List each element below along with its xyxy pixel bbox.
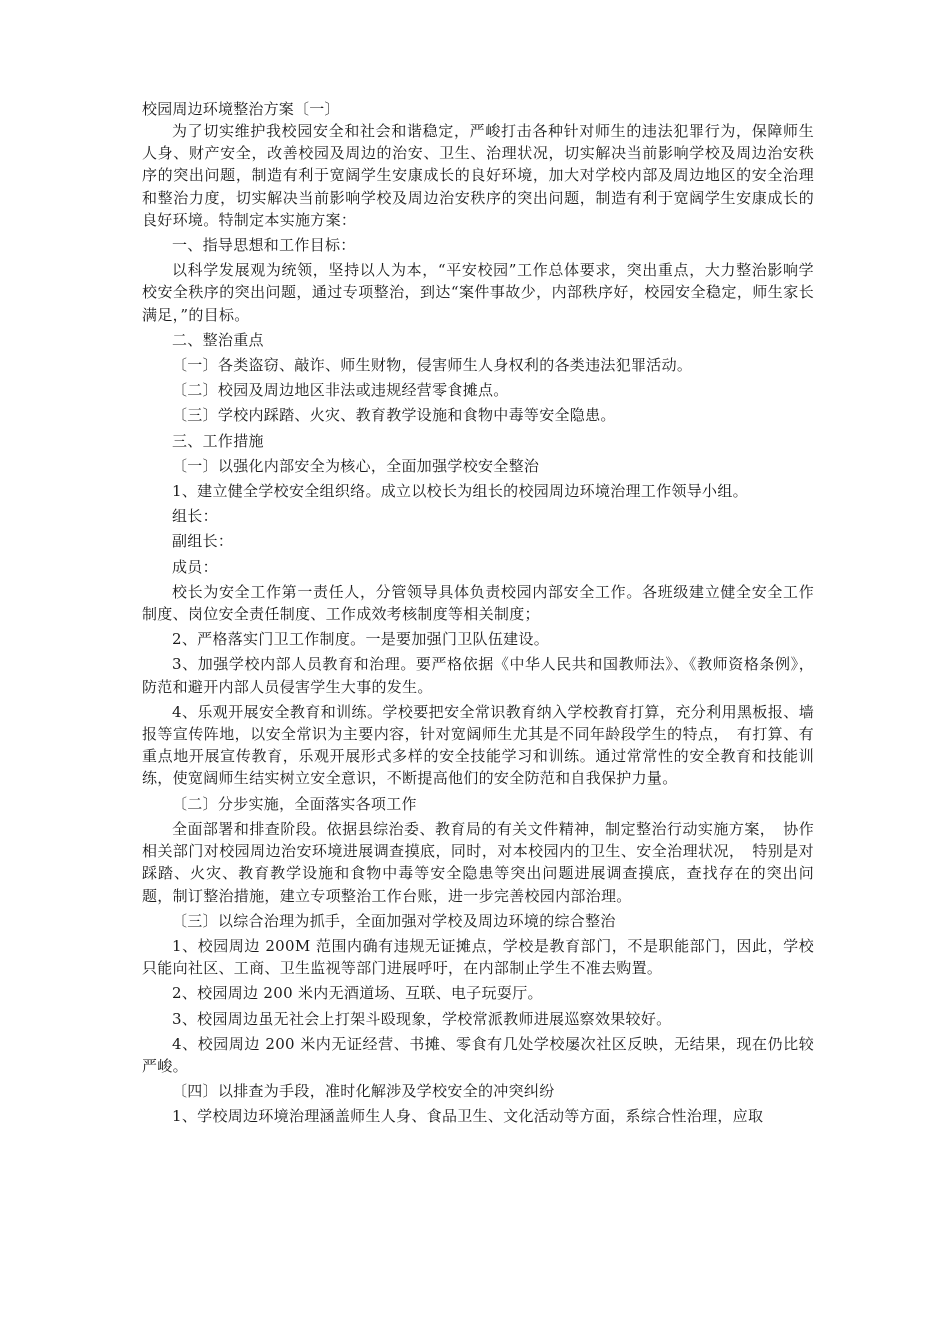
heading-guiding-ideology: 一、指导思想和工作目标： <box>172 236 356 255</box>
measure-2: 2、严格落实门卫工作制度。一是要加强门卫队伍建设。 <box>172 630 550 649</box>
paragraph-principal-responsibility: 校长为安全工作第一责任人，分管领导具体负责校园内部安全工作。各班级建立健全安全工作制度、岗位安全责任制度、工作成效考核制度等相关制度； <box>142 582 814 624</box>
measure-1: 1、建立健全学校安全组织络。成立以校长为组长的校园周边环境治理工作领导小组。 <box>172 482 748 501</box>
paragraph-deployment: 全面部署和排查阶段。依据县综治委、教育局的有关文件精神，制定整治行动实施方案， 协作相关部门对校园周边治安环境进展调查摸底，同时，对本校园内的卫生、安全治理状况， 特别是对踩踏、火灾、教育教学设施和食物中毒等安全隐患等突出问题进展调查摸底，查找存在的突出问题，制订整治措施，建立专项整治工作台账，进一步完善校园内部治理。 <box>142 819 814 905</box>
heading-measures: 三、工作措施 <box>172 431 264 450</box>
subheading-investigation: 〔四〕以排查为手段，准时化解涉及学校安全的冲突纠纷 <box>172 1082 555 1101</box>
deputy-leader-label: 副组长： <box>172 532 234 551</box>
document-page <box>142 98 814 1128</box>
measure-3: 3、加强学校内部人员教育和治理。要严格依据《中华人民共和国教师法》、《教师资格条例》，防范和避开内部人员侵害学生大事的发生。 <box>142 655 814 696</box>
document-title: 校园周边环境整治方案〔一〕 <box>142 100 340 118</box>
subheading-internal-safety: 〔一〕以强化内部安全为核心，全面加强学校安全整治 <box>172 456 540 475</box>
key-point-3: 〔三〕学校内踩踏、火灾、教育教学设施和食物中毒等安全隐患。 <box>172 406 616 425</box>
leader-label: 组长： <box>172 507 218 526</box>
paragraph-intro: 为了切实维护我校园安全和社会和谐稳定，严峻打击各种针对师生的违法犯罪行为，保障师生人身、财产安全，改善校园及周边的治安、卫生、治理状况，切实解决当前影响学校及周边治安秩序的突出问题，制造有利于宽阔学生安康成长的良好环境，加大对学校内部及周边地区的安全治理和整治力度，切实解决当前影响学校及周边治安秩序的突出问题，制造有利于宽阔学生安康成长的良好环境。特制定本实施方案： <box>142 122 814 229</box>
paragraph-guiding-ideology: 以科学发展观为统领，坚持以人为本，“平安校园”工作总体要求，突出重点，大力整治影响学校安全秩序的突出问题，通过专项整治，到达“案件事故少，内部秩序好，校园安全稳定，师生家长满足，”的目标。 <box>142 261 814 324</box>
subheading-step-implementation: 〔二〕分步实施，全面落实各项工作 <box>172 794 417 813</box>
governance-item-1: 1、校园周边 200M 范围内确有违规无证摊点，学校是教育部门，不是职能部门，因此，学校只能向社区、工商、卫生监视等部门进展呼吁，在内部制止学生不准去购置。 <box>142 936 814 978</box>
governance-item-2: 2、校园周边 200 米内无酒道场、互联、电子玩耍厅。 <box>172 984 543 1003</box>
heading-key-points: 二、整治重点 <box>172 330 264 349</box>
measure-4: 4、乐观开展安全教育和训练。学校要把安全常识教育纳入学校教育打算，充分利用黑板报、墙报等宣传阵地，以安全常识为主要内容，针对宽阔师生尤其是不同年龄段学生的特点， 有打算、有重点地开展宣传教育，乐观开展形式多样的安全技能学习和训练。通过常常性的安全教育和技能训练，使宽阔师生结实树立安全意识，不断提高他们的安全防范和自我保护力量。 <box>142 702 814 788</box>
subheading-comprehensive-governance: 〔三〕以综合治理为抓手，全面加强对学校及周边环境的综合整治 <box>172 911 616 930</box>
key-point-1: 〔一〕各类盗窃、敲诈、师生财物，侵害师生人身权利的各类违法犯罪活动。 <box>172 356 693 375</box>
governance-item-3: 3、校园周边虽无社会上打架斗殴现象，学校常派教师进展巡察效果较好。 <box>172 1009 672 1028</box>
investigation-item-1: 1、学校周边环境治理涵盖师生人身、食品卫生、文化活动等方面，系综合性治理，应取 <box>172 1107 764 1126</box>
members-label: 成员： <box>172 557 218 576</box>
governance-item-4: 4、校园周边 200 米内无证经营、书摊、零食有几处学校屡次社区反映，无结果，现在仍比较严峻。 <box>142 1034 814 1075</box>
key-point-2: 〔二〕校园及周边地区非法或违规经营零食摊点。 <box>172 381 509 400</box>
